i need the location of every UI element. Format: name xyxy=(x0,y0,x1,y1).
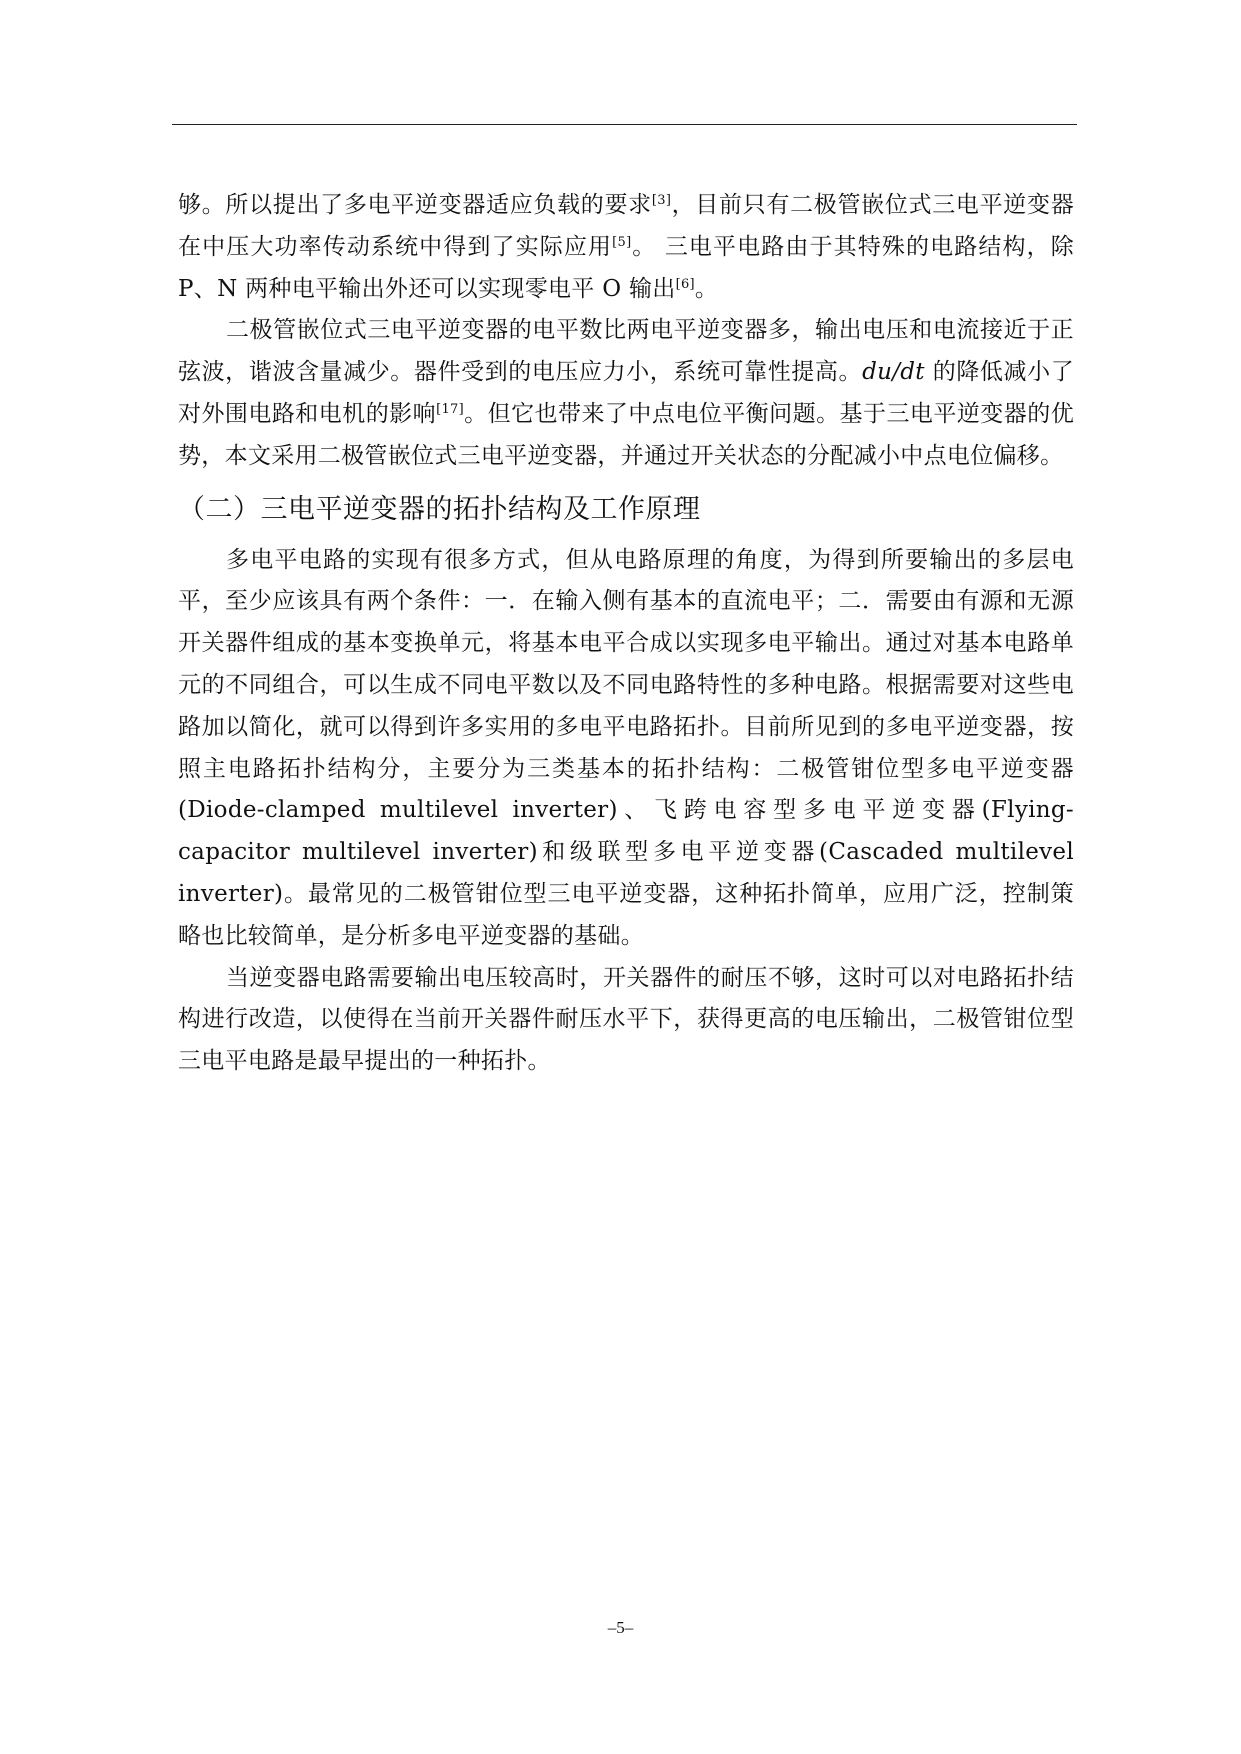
paragraph-1-text: ，目前只有二极管嵌位式三电平逆变器在中压大功率传动系统中得到了实际应用 xyxy=(178,192,1074,260)
paragraph-4: 当逆变器电路需要输出电压较高时，开关器件的耐压不够，这时可以对电路拓扑结构进行改造，以使得在当前开关器件耐压水平下，获得更高的电压输出，二极管钳位型三电平电路是最早提出的一种拓扑。 xyxy=(178,964,1074,1075)
header-rule xyxy=(172,124,1077,125)
paragraph-1 xyxy=(178,185,1074,310)
citation-3: [3] xyxy=(651,193,672,208)
paragraph-1-text: 。 三电平电路由于其特殊的电路结构，除 P、N 两种电平输出外还可以实现零电平 O 输出 xyxy=(178,233,1074,302)
paragraph-1-text: 。 xyxy=(694,275,719,302)
citation-5: [5] xyxy=(612,234,632,250)
du-dt-term: du/dt xyxy=(862,359,925,386)
citation-6: [6] xyxy=(675,276,695,292)
paragraph-2 xyxy=(178,310,1074,477)
citation-17: [17] xyxy=(436,401,464,417)
paragraph-1-text: 够。所以提出了多电平逆变器适应负载的要求 xyxy=(178,192,652,218)
paragraph-3: 多电平电路的实现有很多方式，但从电路原理的角度，为得到所要输出的多层电平，至少应该具有两个条件：一．在输入侧有基本的直流电平；二．需要由有源和无源开关器件组成的基本变换单元，将基本电平合成以实现多电平输出。通过对基本电路单元的不同组合，可以生成不同电平数以及不同电路特性的多种电路。根据需要对这些电路加以简化，就可以得到许多实用的多电平电路拓扑。目前所见到的多电平逆变器，按照主电路拓扑结构分，主要分为三类基本的拓扑结构：二极管钳位型多电平逆变器(Diode-clamped multilevel inverter)、飞跨电容型多电平逆变器(Flying-capacitor multilevel inverter)和级联型多电平逆变器(Cascaded multilevel inverter)。最常见的二极管钳位型三电平逆变器，这种拓扑简单，应用广泛，控制策略也比较简单，是分析多电平逆变器的基础。 xyxy=(178,546,1074,949)
page-number: –5– xyxy=(607,1618,634,1637)
paragraph-2-text: 的降低减小了对外围电路和电机的影响 xyxy=(178,359,1074,427)
paragraph-2-text: 。但它也带来了中点电位平衡问题。基于三电平逆变器的优势，本文采用二极管嵌位式三电平逆变器，并通过开关状态的分配减小中点电位偏移。 xyxy=(178,400,1074,469)
section-heading: （二）三电平逆变器的拓扑结构及工作原理 xyxy=(178,493,701,525)
body-text xyxy=(178,185,1074,1083)
paragraph-2-text: 二极管嵌位式三电平逆变器的电平数比两电平逆变器多，输出电压和电流接近于正弦波，谐波含量减少。器件受到的电压应力小，系统可靠性提高。 xyxy=(178,317,1074,386)
